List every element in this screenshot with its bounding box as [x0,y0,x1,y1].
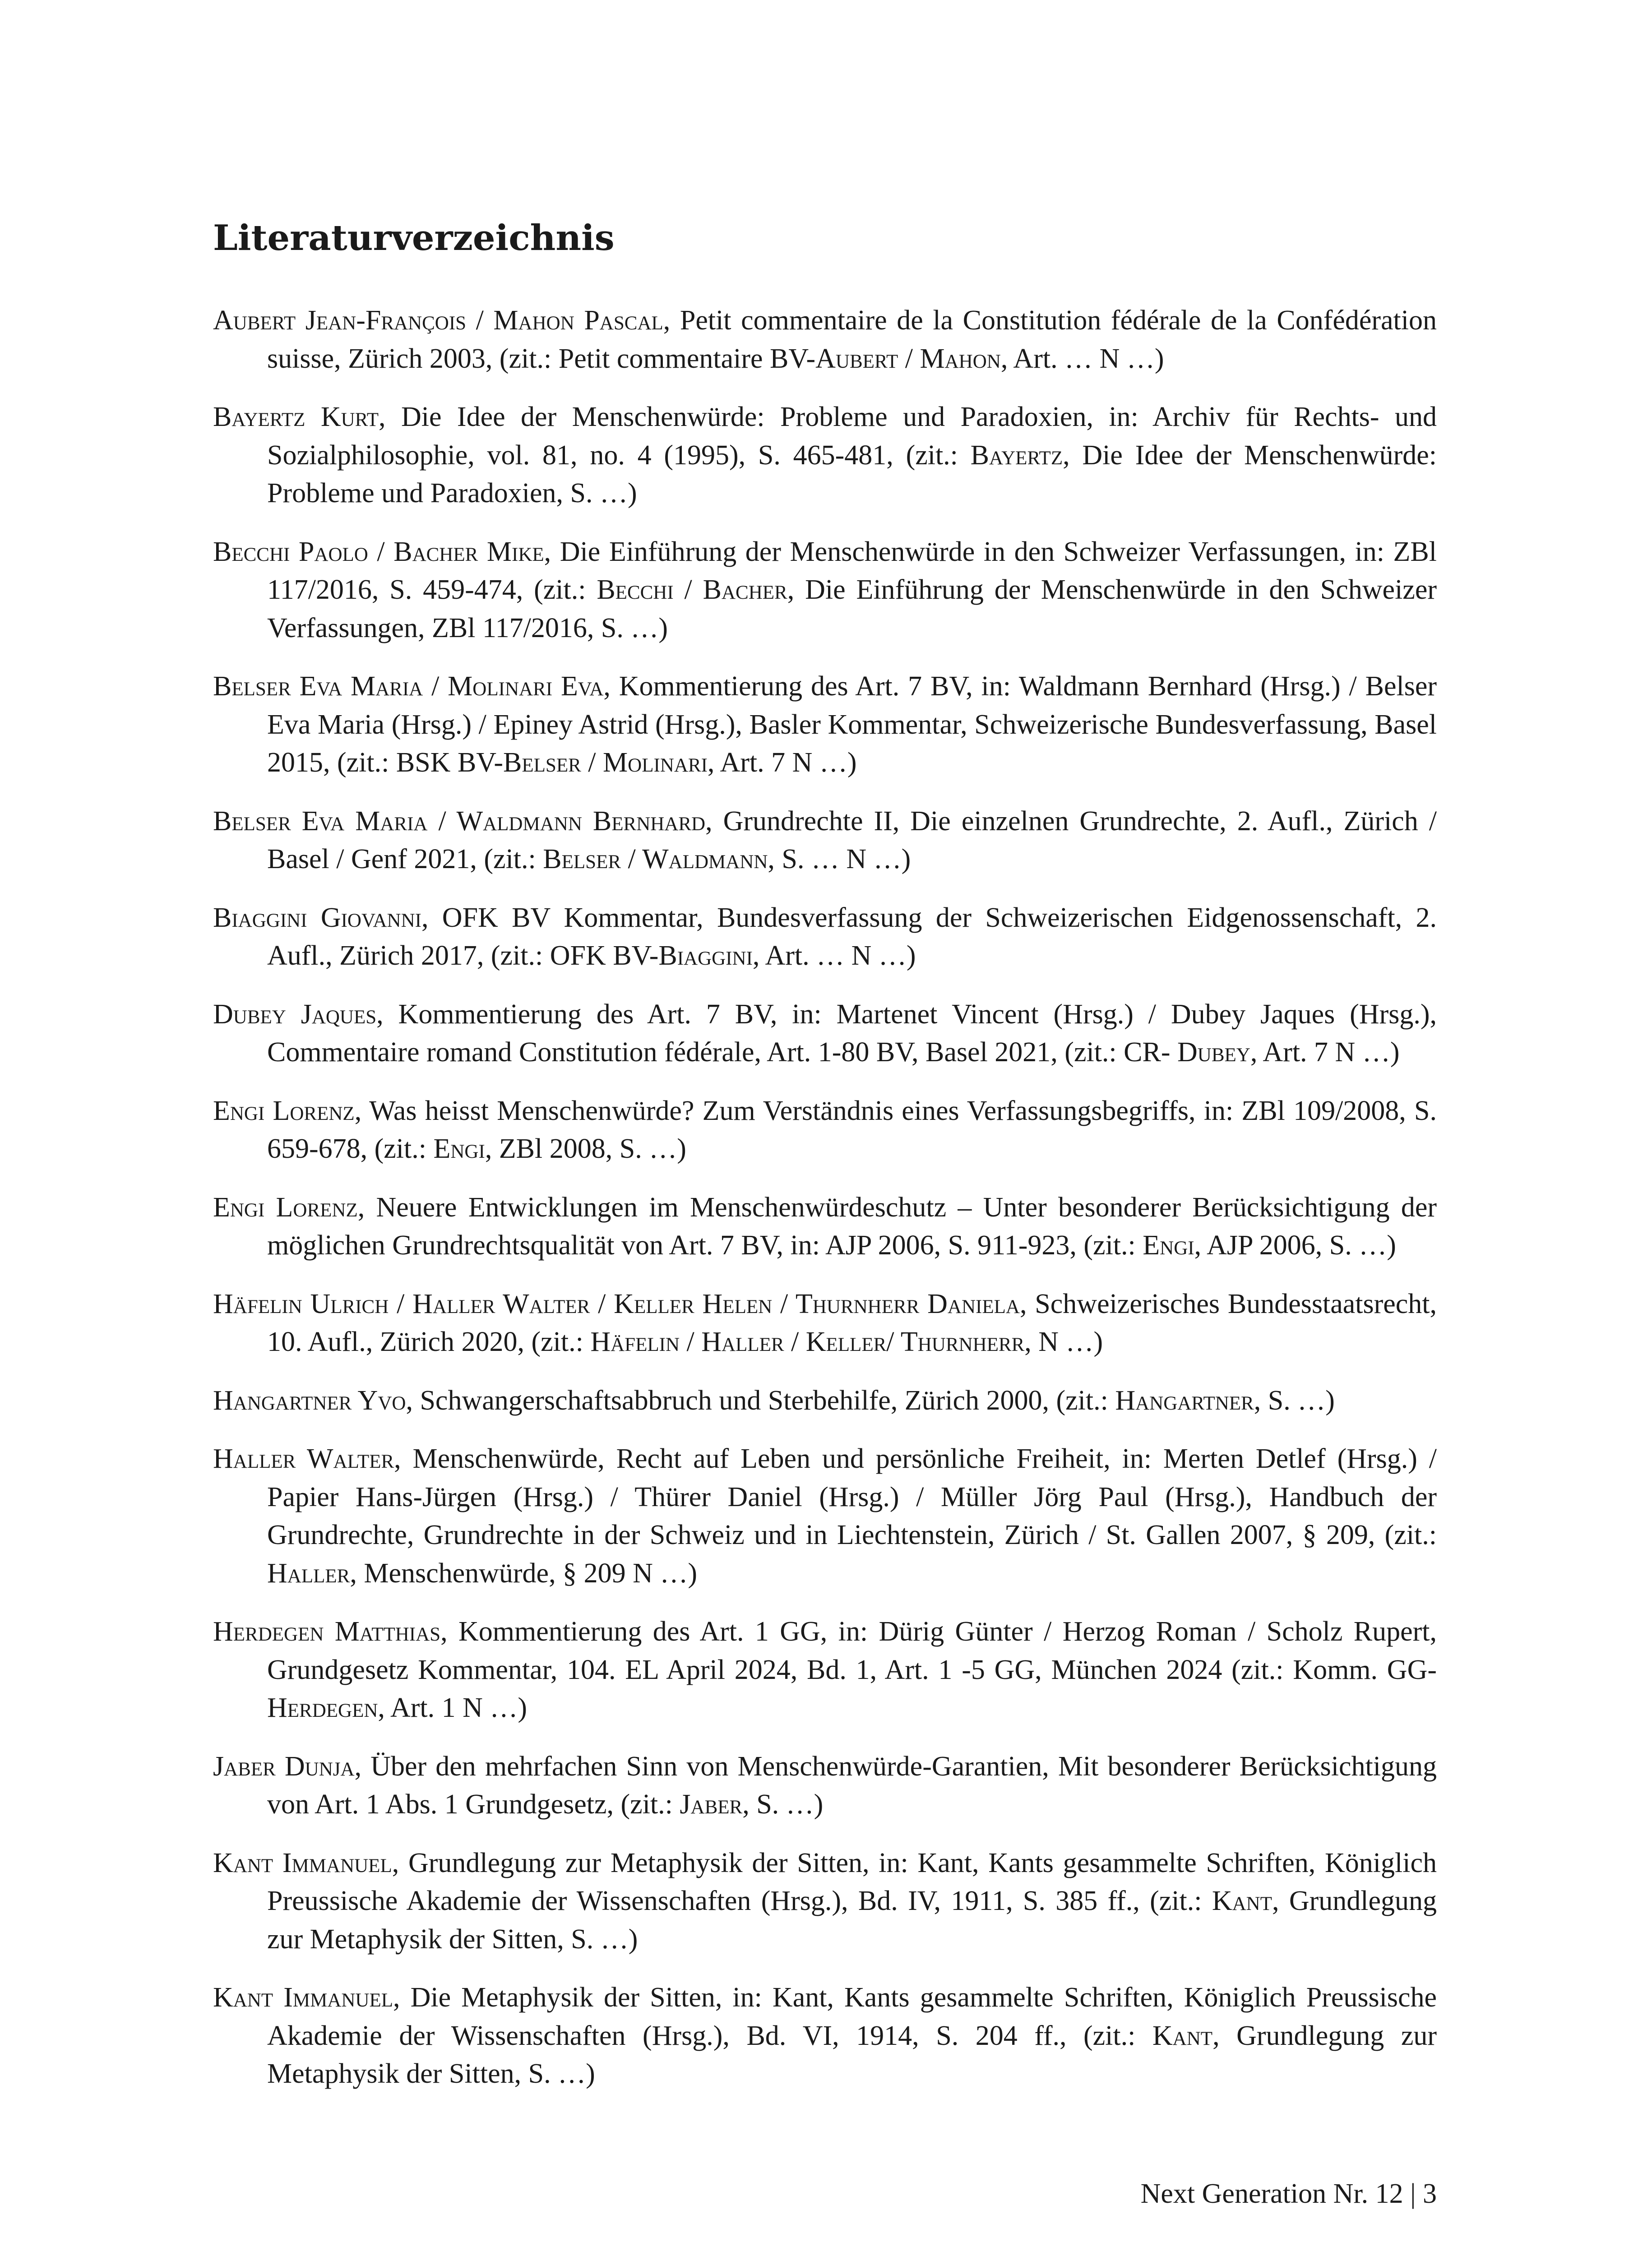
entry-citation-tail: , Art. … N …) [752,940,916,971]
bibliography-entry [213,667,1437,782]
entry-details: , Menschenwürde, Recht auf Leben und persönliche Freiheit, in: Merten Detlef (Hrsg.) / Papier Hans-Jürgen (Hrsg.) / Thürer Daniel (Hrsg.) / Müller Jörg Paul (Hrsg.), Handbuch der Grundrechte, Grundrechte in der Schweiz und in Liechtenstein, Zürich / St. Gallen 2007, § 209, (zit.: [267,1443,1437,1550]
entry-details: , Neuere Entwicklungen im Menschenwürdeschutz – Unter besonderer Berücksichtigung der möglichen Grundrechtsqualität von Art. 7 BV, in: AJP 2006, S. 911-923, (zit.: [267,1192,1437,1261]
entry-authors: Jaber Dunja [213,1751,355,1782]
entry-citation-tail: , Art. 7 N …) [707,747,857,778]
entry-citation-tail: , Menschenwürde, § 209 N …) [350,1558,697,1589]
entry-details: , Kommentierung des Art. 1 GG, in: Dürig Günter / Herzog Roman / Scholz Rupert, Grundgesetz Kommentar, 104. EL April 2024, Bd. 1, Art. 1 -5 GG, München 2024 (zit.: Komm. GG- [267,1616,1437,1685]
bibliography-entry [213,1440,1437,1592]
entry-authors: Dubey Jaques [213,999,377,1030]
entry-details: , Die Metaphysik der Sitten, in: Kant, Kants gesammelte Schriften, Königlich Preussische Akademie der Wissenschaften (Hrsg.), Bd. VI, 1914, S. 204 ff., (zit.: [267,1982,1437,2051]
entry-citation-tail: , Art. 7 N …) [1250,1037,1400,1068]
bibliography-entry [213,1188,1437,1265]
entry-citation-tail: , S. …) [1254,1385,1335,1416]
entry-citation-tail: , AJP 2006, S. …) [1194,1230,1396,1261]
entry-details: , Die Einführung der Menschenwürde in den Schweizer Verfassungen, in: ZBl 117/2016, S. 459-474, (zit.: [267,536,1437,605]
bibliography-entry [213,1285,1437,1361]
bibliography-entry [213,1613,1437,1727]
entry-citation-authors: Biaggini [658,940,753,971]
entry-citation-tail: , Art. … N …) [1000,343,1164,374]
bibliography-entry [213,533,1437,647]
entry-authors: Kant Immanuel [213,1982,393,2013]
entry-citation-authors: Aubert / Mahon [815,343,1001,374]
entry-citation-tail: , Grundlegung zur Metaphysik der Sitten, S. …) [267,2020,1437,2089]
entry-citation-tail: , Die Einführung der Menschenwürde in den Schweizer Verfassungen, ZBl 117/2016, S. …) [267,574,1437,643]
page-title: Literaturverzeichnis [213,217,615,259]
entry-citation-tail: , N …) [1024,1327,1103,1357]
entry-details: , Über den mehrfachen Sinn von Menschenwürde-Garantien, Mit besonderer Berücksichtigung von Art. 1 Abs. 1 Grundgesetz, (zit.: [267,1751,1437,1820]
entry-citation-tail: , ZBl 2008, S. …) [485,1133,686,1164]
entry-citation-authors: Hangartner [1115,1385,1254,1416]
entry-details: , Grundlegung zur Metaphysik der Sitten, in: Kant, Kants gesammelte Schriften, Königlich Preussische Akademie der Wissenschaften (Hrsg.), Bd. IV, 1911, S. 385 ff., (zit.: [267,1847,1437,1916]
entry-citation-authors: Jaber [680,1789,743,1820]
entry-authors: Hangartner Yvo [213,1385,406,1416]
entry-authors: Haller Walter [213,1443,394,1474]
entry-details: , Schwangerschaftsabbruch und Sterbehilfe, Zürich 2000, (zit.: [406,1385,1115,1416]
entry-authors: Belser Eva Maria / Waldmann Bernhard [213,805,706,837]
entry-details: , Kommentierung des Art. 7 BV, in: Martenet Vincent (Hrsg.) / Dubey Jaques (Hrsg.), Commentaire romand Constitution fédérale, Art. 1-80 BV, Basel 2021, (zit.: CR- [267,999,1437,1068]
entry-citation-authors: Engi [433,1133,485,1164]
entry-authors: Bayertz Kurt [213,402,379,432]
entry-citation-authors: Belser / Molinari [503,747,708,778]
bibliography-entry [213,301,1437,378]
bibliography-entry [213,802,1437,878]
entry-citation-tail: , Grundlegung zur Metaphysik der Sitten, S. …) [267,1886,1437,1955]
bibliography-entry [213,1382,1437,1420]
entry-citation-tail: , Die Idee der Menschenwürde: Probleme und Paradoxien, S. …) [267,439,1437,509]
entry-citation-authors: Häfelin / Haller / Keller/ Thurnherr [590,1327,1025,1357]
entry-authors: Häfelin Ulrich / Haller Walter / Keller Helen / Thurnherr Daniela [213,1288,1020,1319]
entry-authors: Herdegen Matthias [213,1616,441,1647]
entry-citation-tail: , S. …) [742,1789,824,1820]
entry-authors: Biaggini Giovanni [213,902,421,933]
entry-details: , Petit commentaire de la Constitution fédérale de la Confédération suisse, Zürich 2003, (zit.: Petit commentaire BV- [267,305,1437,374]
entry-authors: Kant Immanuel [213,1847,392,1878]
entry-authors: Belser Eva Maria / Molinari Eva [213,671,604,702]
page-footer: Next Generation Nr. 12 | 3 [1140,2178,1437,2209]
bibliography-entry [213,398,1437,513]
entry-details: , Grundrechte II, Die einzelnen Grundrechte, 2. Aufl., Zürich / Basel / Genf 2021, (zit.: [267,805,1437,874]
entry-citation-authors: Kant [1212,1886,1272,1916]
entry-citation-authors: Kant [1152,2020,1213,2051]
entry-citation-authors: Bayertz [970,439,1063,471]
bibliography-entry [213,1747,1437,1824]
bibliography-list [213,301,1437,2113]
entry-citation-tail: , S. … N …) [768,844,911,874]
bibliography-entry [213,1092,1437,1168]
entry-authors: Aubert Jean-François / Mahon Pascal [213,305,663,336]
entry-citation-authors: Dubey [1177,1037,1250,1068]
entry-citation-authors: Haller [267,1558,350,1589]
entry-details: , Kommentierung des Art. 7 BV, in: Waldmann Bernhard (Hrsg.) / Belser Eva Maria (Hrsg.) / Epiney Astrid (Hrsg.), Basler Kommentar, Schweizerische Bundesverfassung, Basel 2015, (zit.: BSK BV- [267,671,1437,778]
entry-details: , Die Idee der Menschenwürde: Probleme und Paradoxien, in: Archiv für Rechts- und Sozialphilosophie, vol. 81, no. 4 (1995), S. 465-481, (zit.: [267,402,1437,471]
entry-authors: Engi Lorenz [213,1192,358,1223]
entry-details: , Schweizerisches Bundesstaatsrecht, 10. Aufl., Zürich 2020, (zit.: [267,1288,1437,1357]
bibliography-entry [213,995,1437,1072]
entry-citation-authors: Engi [1143,1230,1194,1261]
entry-citation-authors: Belser / Waldmann [543,844,768,874]
entry-authors: Becchi Paolo / Bacher Mike [213,536,544,567]
entry-authors: Engi Lorenz [213,1095,355,1126]
entry-citation-authors: Becchi / Bacher [597,574,787,605]
entry-details: , Was heisst Menschenwürde? Zum Verständnis eines Verfassungsbegriffs, in: ZBl 109/2008, S. 659-678, (zit.: [267,1095,1437,1164]
bibliography-entry [213,899,1437,975]
entry-details: , OFK BV Kommentar, Bundesverfassung der Schweizerischen Eidgenossenschaft, 2. Aufl., Zürich 2017, (zit.: OFK BV- [267,902,1437,971]
entry-citation-authors: Herdegen [267,1692,378,1723]
bibliography-entry [213,1979,1437,2093]
bibliography-entry [213,1844,1437,1959]
entry-citation-tail: , Art. 1 N …) [378,1692,528,1723]
